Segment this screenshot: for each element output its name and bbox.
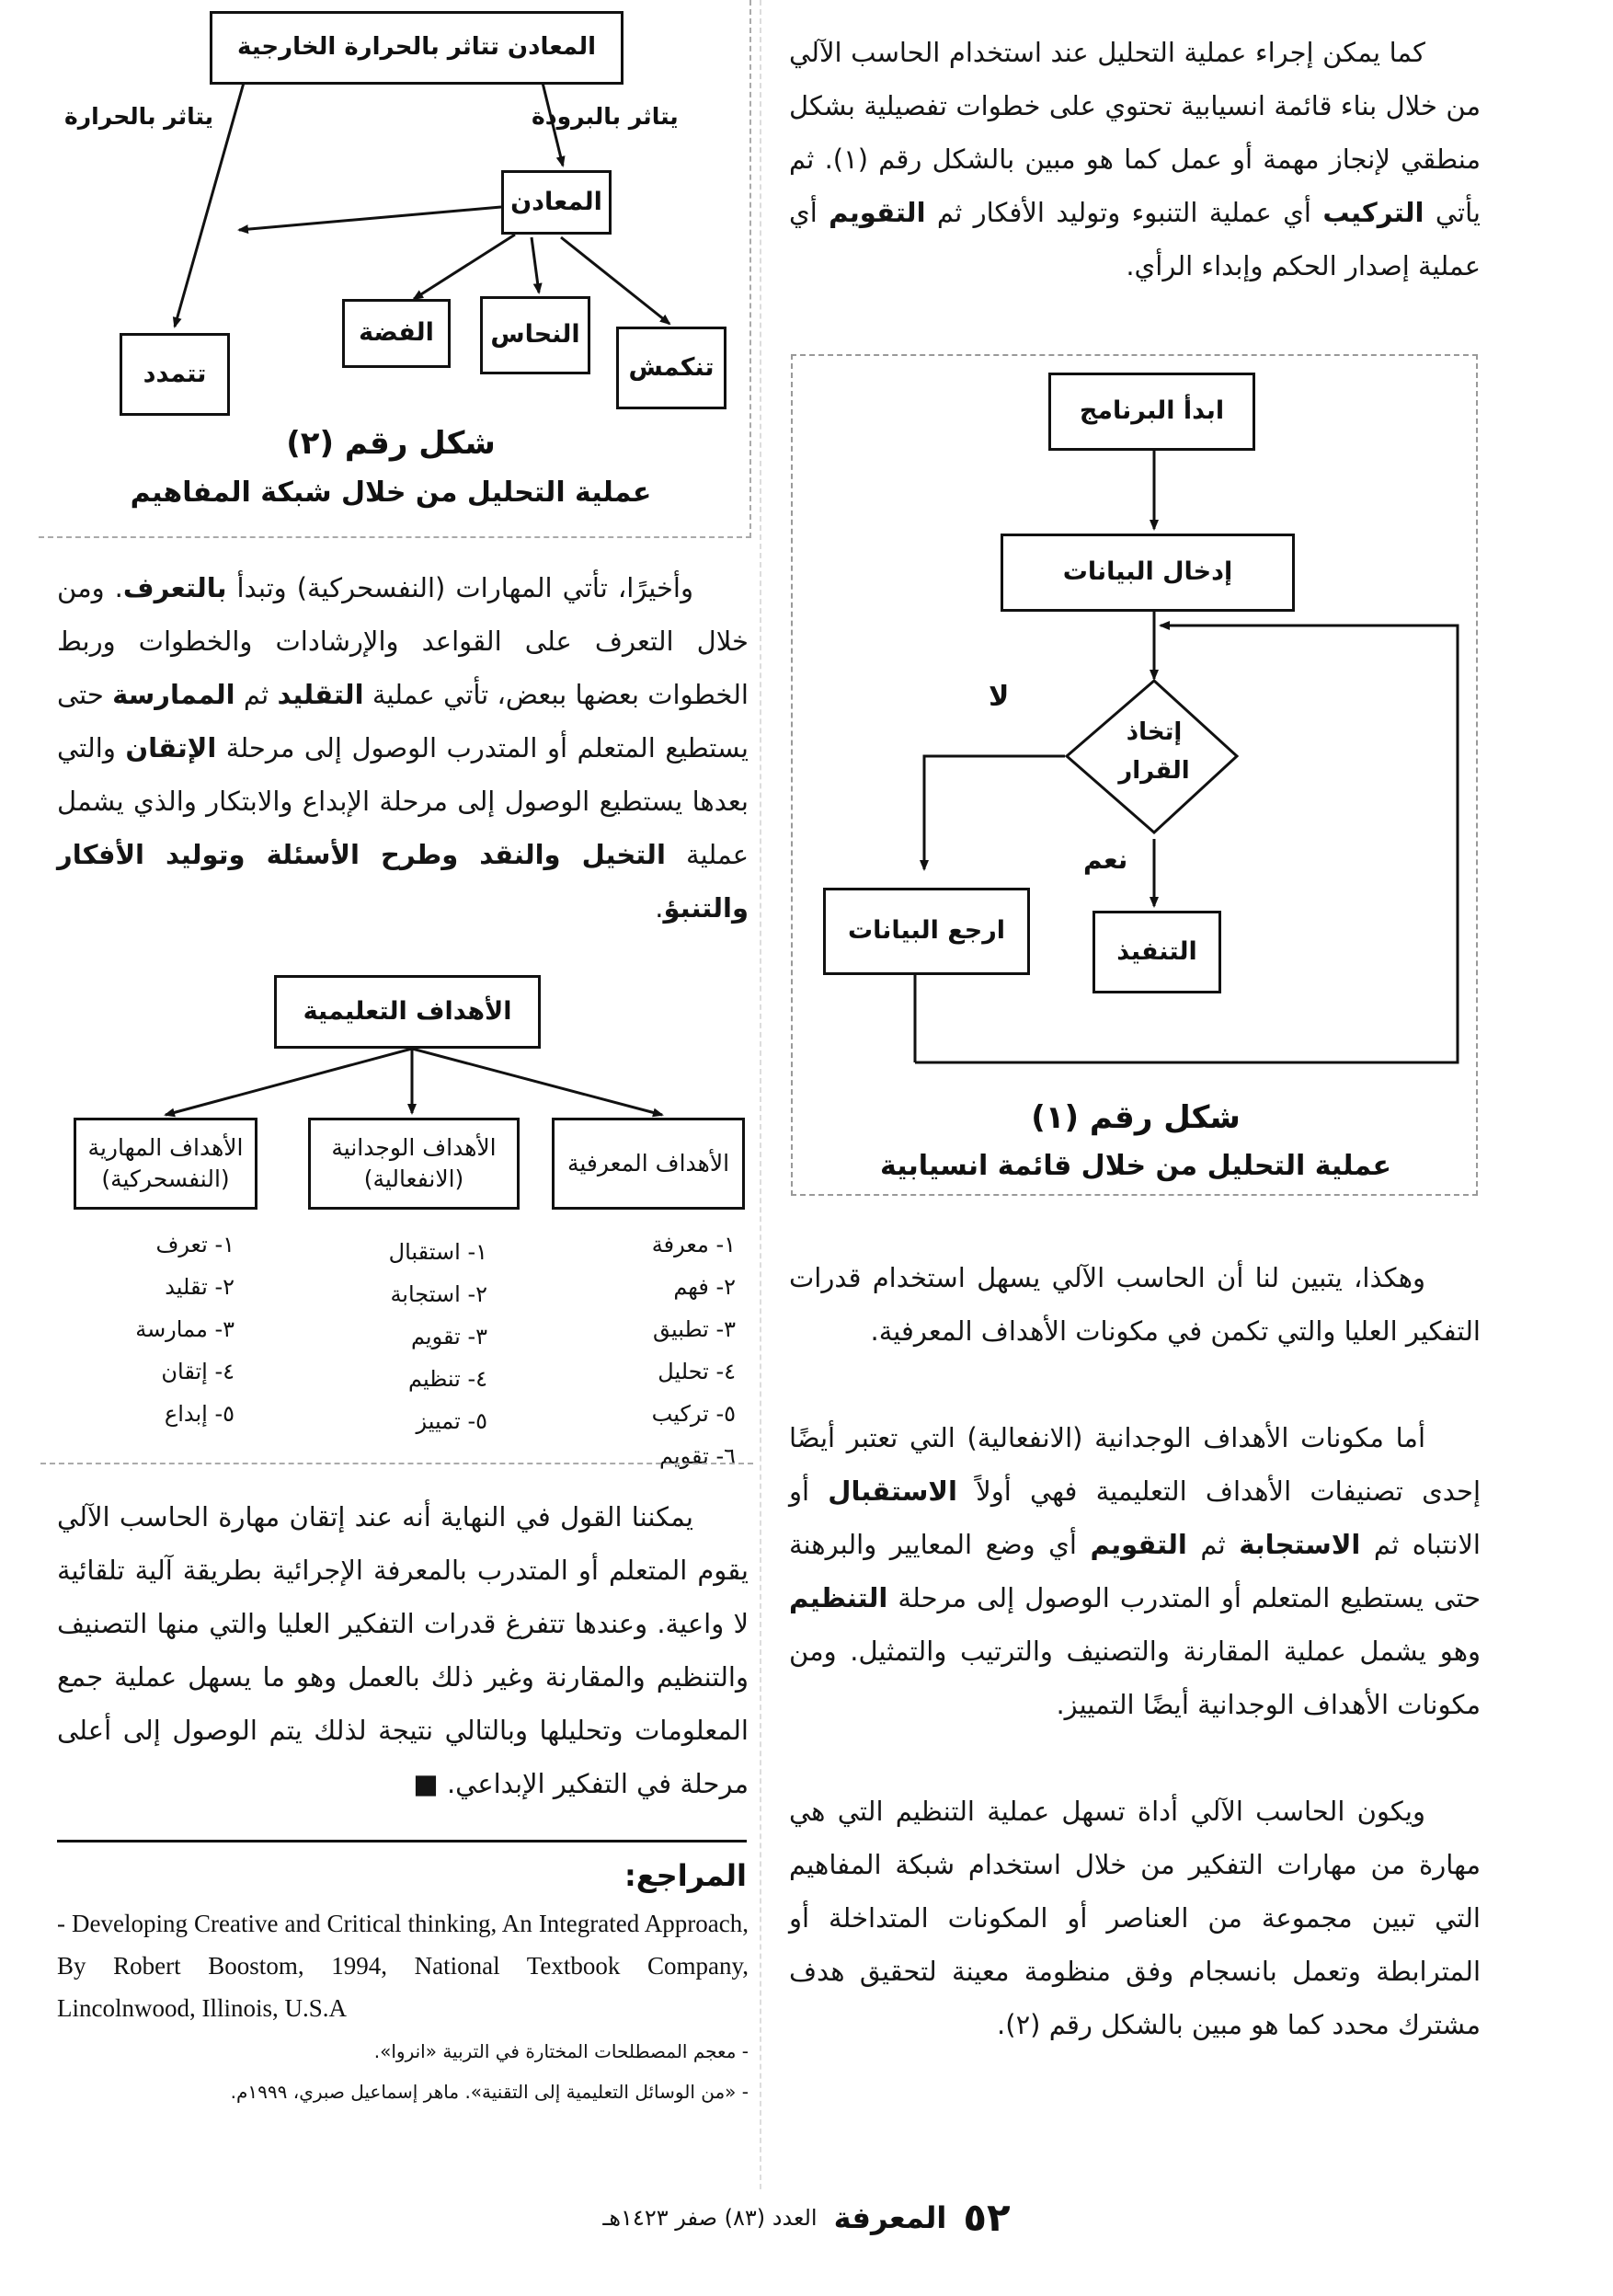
right-paragraph-affective: أما مكونات الأهداف الوجدانية (الانفعالية) التي تعتبر أيضًا إحدى تصنيفات الأهداف التعليمية فهي أولاً الاستقبال أو الانتباه ثم الاستجابة ثم التقويم أي وضع المعايير والبرهنة حتى يستطيع المتعلم أو المتدرب الوصول إلى مرحلة التنظيم وهو يشمل عملية المقارنة والتصنيف والترتيب والتمثيل. ومن مكونات الأهداف الوجدانية أيضًا التمييز. [789,1422,1481,1720]
flowchart-review-box: ارجع البيانات [823,888,1030,975]
concept-copper-box: النحاس [480,296,590,374]
concept-top-box: المعادن تتاثر بالحرارة الخارجية [210,11,623,85]
right-paragraph-cognitive: وهكذا، يتبين لنا أن الحاسب الآلي يسهل استخدام قدرات التفكير العليا والتي تكمن في مكونات الأهداف المعرفية. [789,1262,1481,1347]
objectives-cognitive-list [589,1223,736,1477]
left-paragraph-psychomotor: وأخيرًا، تأتي المهارات (النفسحركية) وتبدأ بالتعرف. ومن خلال التعرف على القواعد والإرشادات والخطوات وربط الخطوات بعضها ببعض، تأتي عملية التقليد ثم الممارسة حتى يستطيع المتعلم أو المتدرب الوصول إلى مرحلة الإتقان والتي بعدها يستطيع الوصول إلى مرحلة الإبداع والابتكار والذي يشمل عملية التخيل والنقد وطرح الأسئلة وتوليد الأفكار والتنبؤ. [57,572,749,924]
flowchart-start-box: ابدأ البرنامج [1048,373,1255,451]
concept-heat-label: يتاثر بالحرارة [64,103,214,130]
objectives-top-box: الأهداف التعليمية [274,975,541,1049]
objectives-bottom-rule [40,1463,753,1464]
list-item: ١- استقبال [388,1239,487,1265]
issue-info: العدد (٨٣) صفر ١٤٢٣هـ [602,2204,818,2231]
list-item: ٢- استجابة [390,1281,487,1307]
left-paragraph-conclusion: يمكننا القول في النهاية أنه عند إتقان مهارة الحاسب الآلي يقوم المتعلم أو المتدرب بالمعرفة الإجرائية بطريقة آلية تلقائية لا واعية. وعندها تتفرغ قدرات التفكير العليا والتي منها التصنيف والتنظيم والمقارنة وغير ذلك بالعمل وهو ما يسهل عملية جمع المعلومات وتحليلها وبالتالي نتيجة لذلك يتم الوصول إلى أعلى مرحلة في التفكير الإبداعي. ■ [57,1501,749,1799]
list-item: ٣- تطبيق [652,1316,736,1342]
list-item: ٤- إتقان [161,1359,235,1384]
objectives-skill-list [101,1223,235,1435]
list-item: ٤- تنظيم [407,1366,487,1392]
right-paragraph-intro: كما يمكن إجراء عملية التحليل عند استخدام الحاسب الآلي من خلال بناء قائمة انسيابية تحتوي على خطوات تفصيلية بشكل منطقي لإنجاز مهمة أو عمل كما هو مبين بالشكل رقم (١). ثم يأتي التركيب أي عملية التنبوء وتوليد الأفكار ثم التقويم أي عملية إصدار الحكم وإبداء الرأي. [789,37,1481,281]
concept-shrink-box: تنكمش [616,327,726,409]
flowchart-yes-label: نعم [1083,844,1128,875]
objectives-affective-box: الأهداف الوجدانية (الانفعالية) [308,1118,520,1210]
references-rule [57,1840,747,1843]
figure-1-caption-number: شكل رقم (١) [1031,1099,1241,1136]
page-number: ٥٢ [963,2195,1011,2240]
reference-arabic-1: - معجم المصطلحات المختارة في التربية «انروا». [373,2040,749,2062]
list-item: ٢- تقليد [165,1274,235,1300]
list-item: ٢- فهم [673,1274,736,1300]
flowchart-input-box: إدخال البيانات [1001,534,1295,612]
flowchart-decision-label: إتخاذ القرار [1118,718,1190,785]
references-heading: المراجع: [623,1858,747,1893]
footer [0,2195,1613,2240]
list-item: ٣- تقويم [410,1324,487,1349]
magazine-name: المعرفة [833,2199,947,2235]
list-item: ١- معرفة [651,1232,736,1257]
reference-arabic-2: - «من الوسائل التعليمية إلى التقنية». ماهر إسماعيل صبري، ١٩٩٩م. [230,2081,749,2103]
concept-silver-box: الفضة [342,299,451,368]
list-item: ٥- إبداع [164,1401,235,1427]
right-paragraph-organization: ويكون الحاسب الآلي أداة تسهل عملية التنظيم التي هي مهارة من مهارات التفكير من خلال استخدام شبكة المفاهيم التي تبين مجموعة من العناصر أو المكونات المتداخلة أو المترابطة وتعمل بانسجام وفق منظومة معينة لتحقيق هدف مشترك محدد كما هو مبين بالشكل رقم (٢). [789,1796,1481,2040]
list-item: ٣- ممارسة [135,1316,235,1342]
flowchart-execute-box: التنفيذ [1092,911,1221,993]
list-item: ١- تعرف [155,1232,235,1257]
flowchart-no-label: لا [989,681,1010,713]
list-item: ٥- تمييز [416,1408,487,1434]
reference-english: - Developing Creative and Critical thinking, An Integrated Approach, By Robert Boostom, 1994, National Textbook Company, Lincolnwood, Illinois, U.S.A [57,1910,749,2022]
list-item: ٥- تركيب [651,1401,736,1427]
concept-expand-box: تتمدد [120,333,230,416]
objectives-affective-list [349,1231,487,1442]
objectives-cognitive-box: الأهداف المعرفية [552,1118,745,1210]
concept-metals-box: المعادن [501,170,612,235]
figure-1-caption-title: عملية التحليل من خلال قائمة انسيابية [880,1150,1391,1182]
objectives-skill-box: الأهداف المهارية (النفسحركية) [74,1118,257,1210]
concept-cold-label: يتاثر بالبرودة [532,103,679,130]
list-item: ٦- تقويم [658,1443,736,1469]
list-item: ٤- تحليل [658,1359,736,1384]
figure-2-caption-title: عملية التحليل من خلال شبكة المفاهيم [130,476,652,509]
figure-2-caption-number: شكل رقم (٢) [286,425,496,462]
